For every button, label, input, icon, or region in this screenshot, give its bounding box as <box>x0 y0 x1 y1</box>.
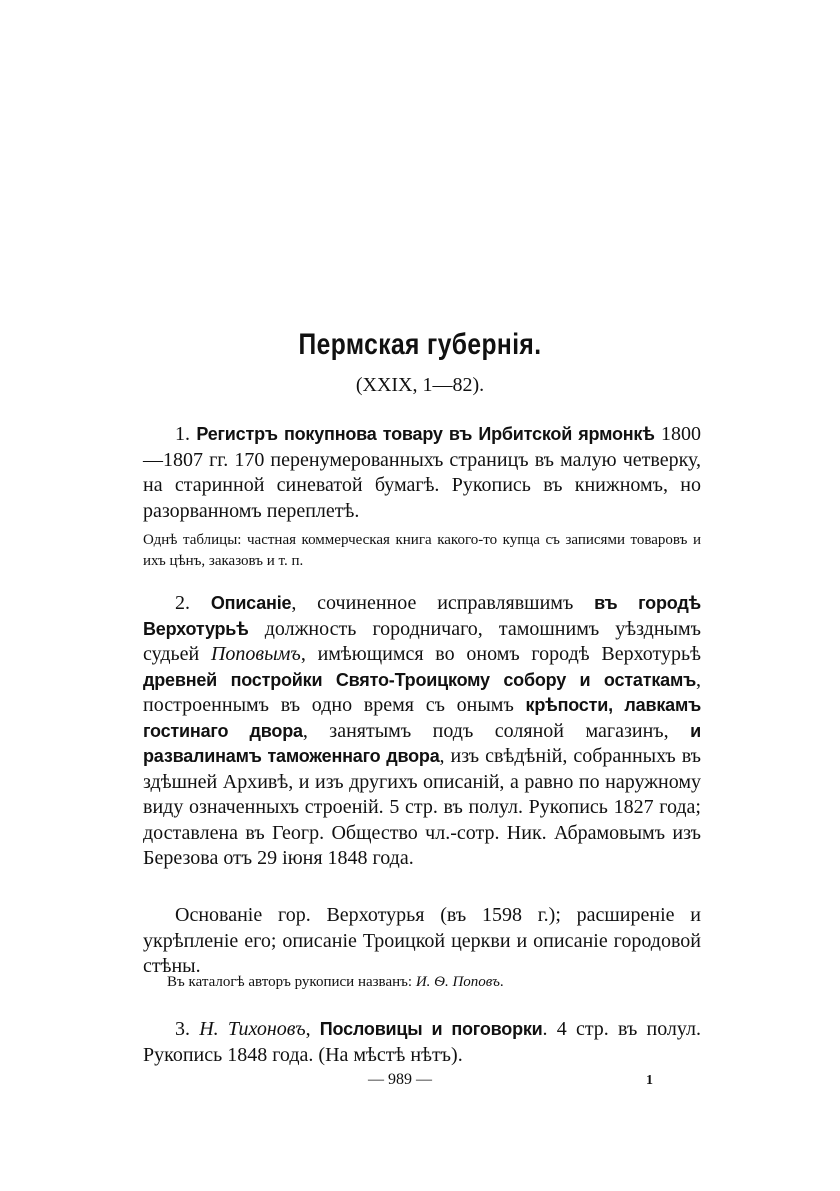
entry-number: 1. <box>175 423 197 445</box>
signature-mark: 1 <box>646 1073 653 1088</box>
page-title: Пермская губернія. <box>298 328 542 361</box>
entry-2-note <box>143 972 701 993</box>
entry-author: Поповымъ <box>210 643 301 665</box>
entry-title: Описаніе <box>210 593 292 613</box>
note-author: И. Ѳ. Поповъ <box>415 974 500 990</box>
entry-text: , построеннымъ въ одно время съ онымъ <box>143 668 701 716</box>
entry-3-paragraph <box>143 1017 701 1068</box>
entry-description: . 4 стр. въ полул. Рукопись 1848 года. (На мѣстѣ нѣтъ). <box>143 1018 702 1066</box>
entry-title-part: крѣпости, лавкамъ гостинаго двора <box>143 695 701 741</box>
note-prefix: Въ каталогѣ авторъ рукописи названъ: <box>167 974 416 990</box>
entry-description: 1800—1807 гг. 170 перенумерованныхъ страницъ въ малую четверку, на старинной синеватой бумагѣ. Рукопись въ книжномъ, но разорванномъ переплетѣ. <box>143 423 702 522</box>
entry-separator: , <box>305 1018 320 1040</box>
entry-title-part: въ городѣ Верхотурьѣ <box>143 593 702 639</box>
entry-title: Пословицы и поговорки <box>319 1019 543 1039</box>
entry-2-paragraph <box>143 591 701 872</box>
entry-1-note: Однѣ таблицы: частная коммерческая книга какого-то купца съ записями товаровъ и ихъ цѣнъ, заказовъ и т. п. <box>143 532 701 569</box>
entry-author: Н. Тихоновъ <box>199 1018 306 1040</box>
section-reference: (XXIX, 1—82). <box>355 374 485 396</box>
entry-text: , сочиненное исправлявшимъ <box>291 592 595 614</box>
entry-text: , занятымъ подъ соляной магазинъ, <box>302 719 691 742</box>
entry-title-part: и развалинамъ таможеннаго двора <box>143 720 701 766</box>
entry-text: , имѣющимся во ономъ городѣ Верхотурьѣ <box>300 643 701 665</box>
entry-1-paragraph <box>143 422 701 524</box>
note-suffix: . <box>499 974 504 990</box>
entry-title-part: древней постройки Свято-Троицкому собору и остаткамъ <box>143 669 696 690</box>
entry-text: должность городничаго, тамошнимъ уѣзднымъ судьей <box>143 617 701 665</box>
entry-number: 2. <box>175 592 211 614</box>
entry-number: 3. <box>175 1018 200 1040</box>
page-number: — 989 — <box>368 1071 432 1088</box>
entry-text: , изъ свѣдѣній, собранныхъ въ здѣшней Архивѣ, и изъ другихъ описаній, а равно по наружному виду означенныхъ строеній. 5 стр. въ полул. Рукопись 1827 года; доставлена въ Геогр. Общество чл.-сотр. Ник. Абрамовымъ изъ Березова отъ 29 іюня 1848 года. <box>143 745 702 869</box>
entry-title: Регистръ покупнова товару въ Ирбитской ярмонкѣ <box>196 424 655 444</box>
entry-2-summary: Основаніе гор. Верхотурья (въ 1598 г.); расширеніе и укрѣпленіе его; описаніе Троицкой церкви и описаніе городовой стѣны. <box>143 904 701 977</box>
